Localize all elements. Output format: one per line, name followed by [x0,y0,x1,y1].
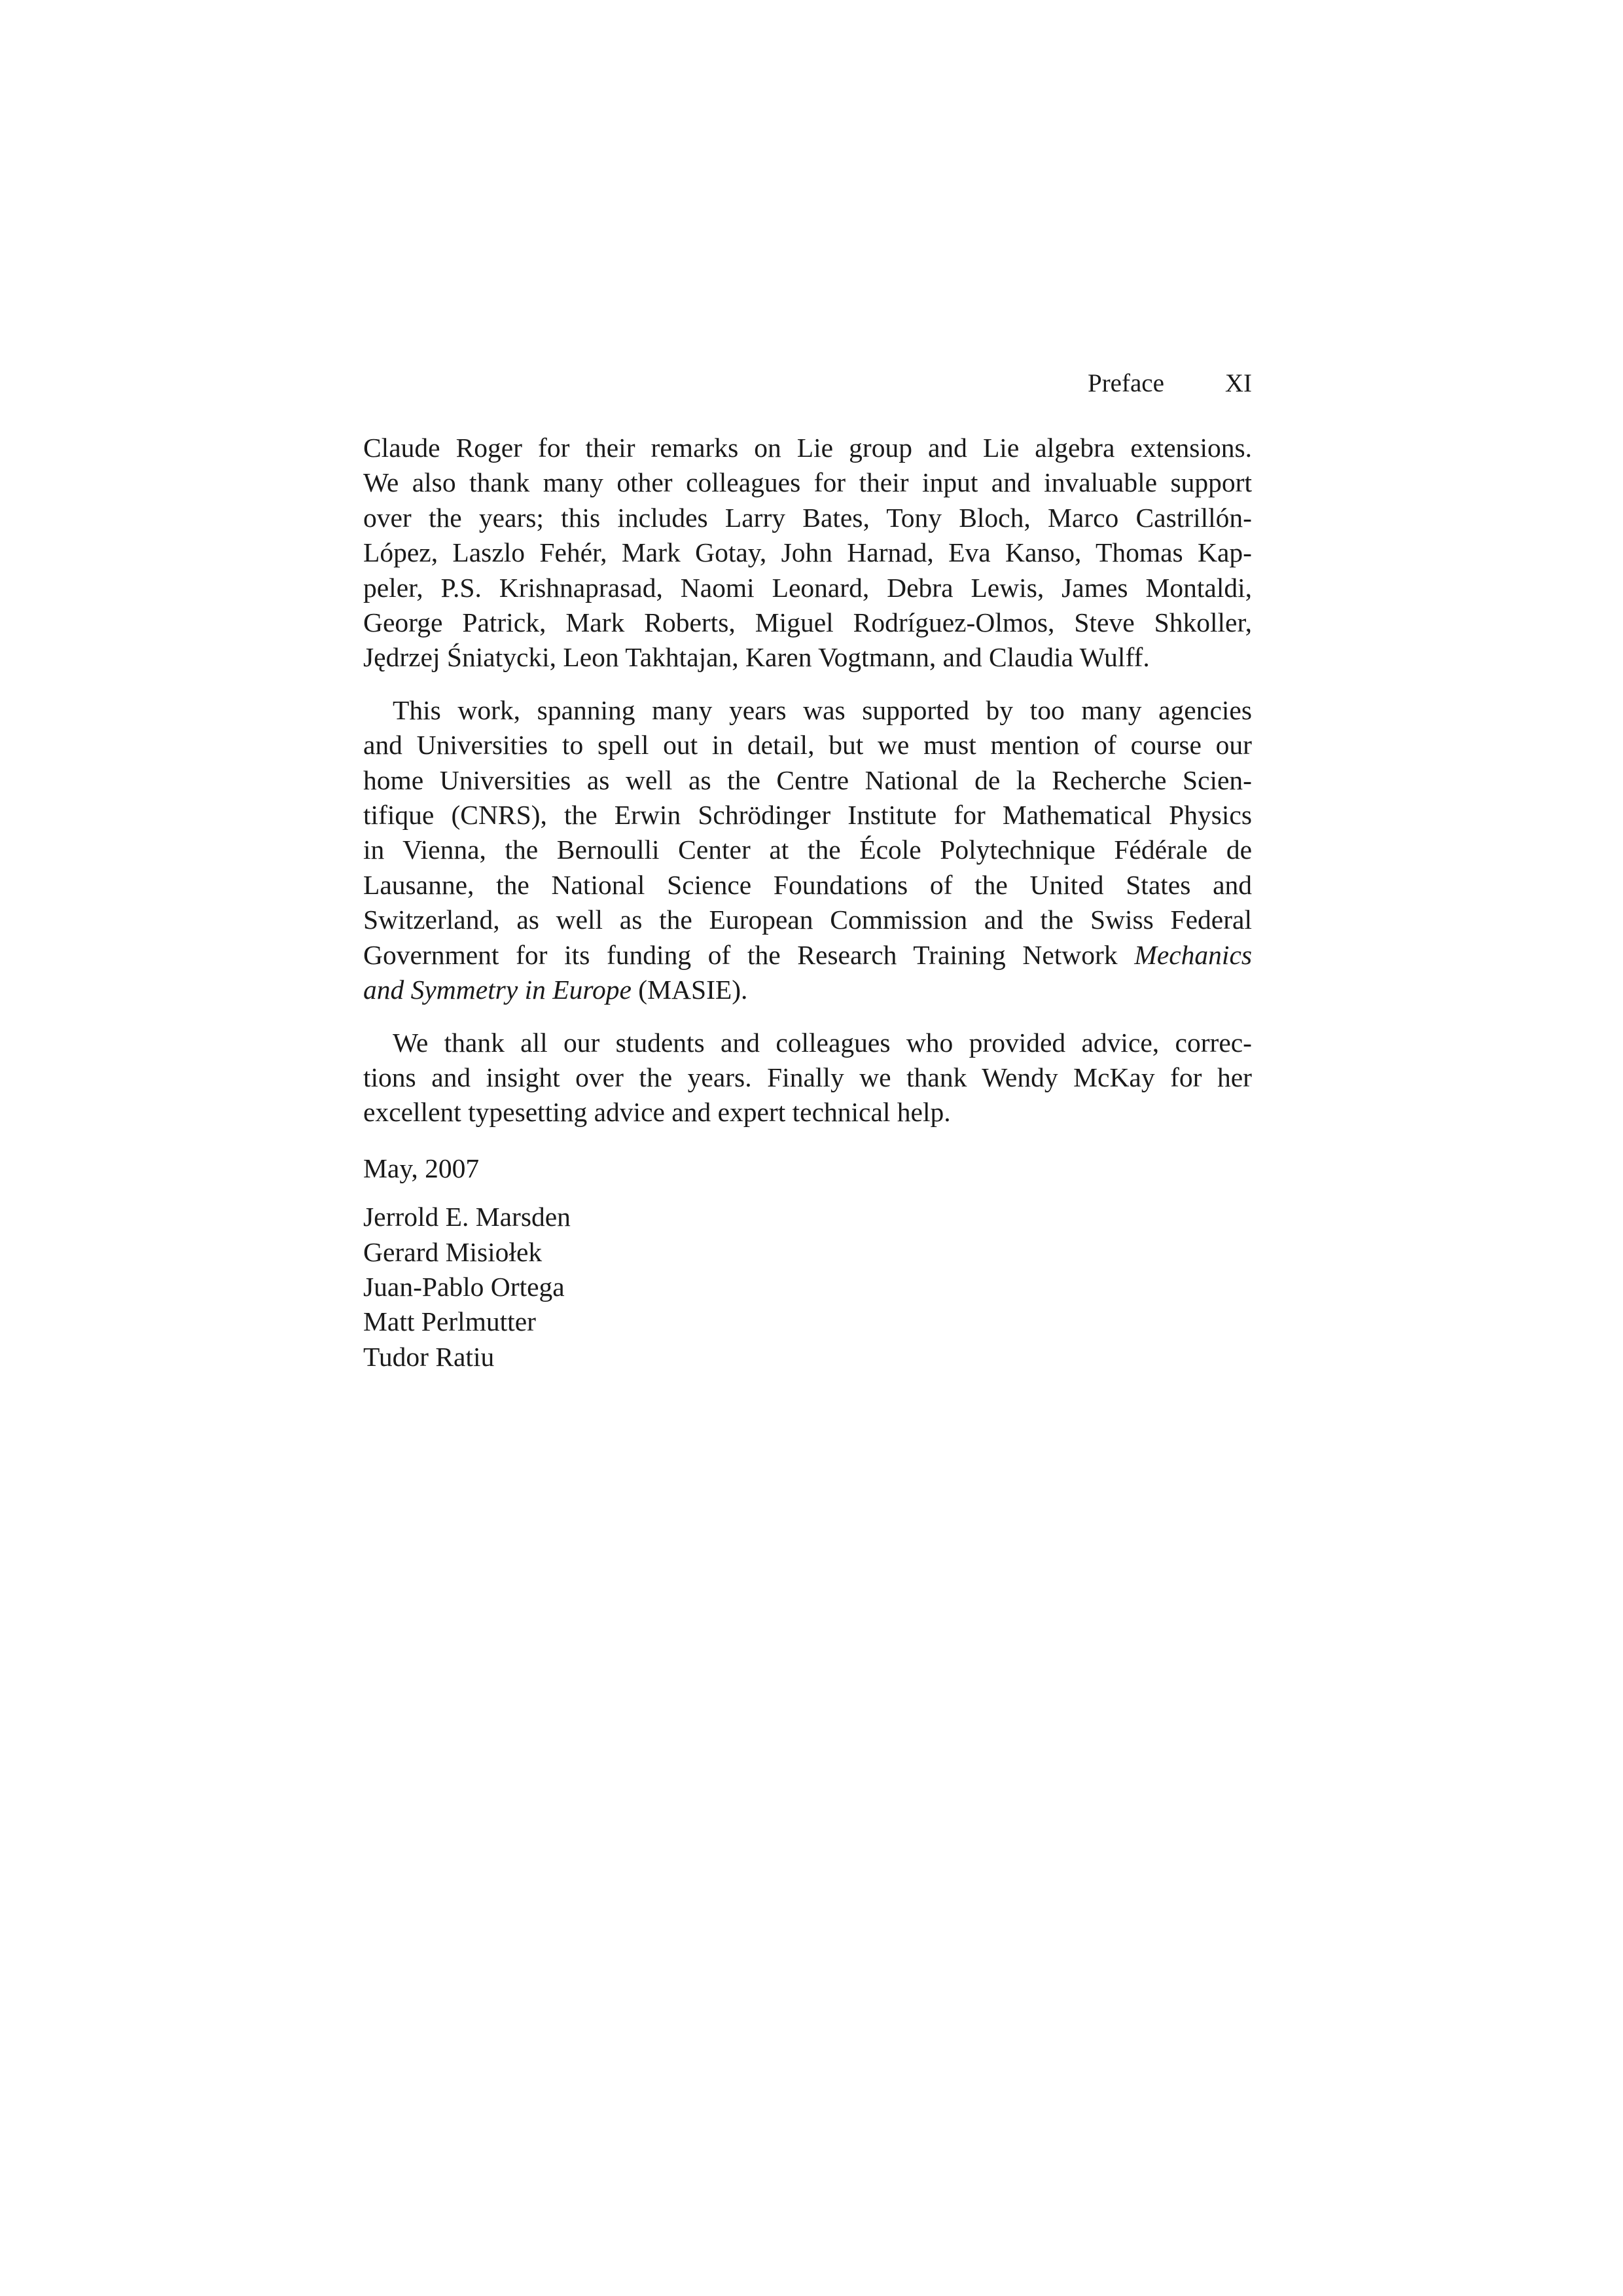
author-name: Tudor Ratiu [363,1341,495,1372]
preface-date [363,1151,1252,1186]
text-line [363,973,1252,1007]
preface-body [363,431,1252,1374]
text-line: peler, P.S. Krishnaprasad, Naomi Leonard, Debra Lewis, James Montaldi, [363,572,1252,603]
running-head [1034,364,1252,403]
paragraph-students-thanks [363,1026,1252,1130]
running-head-title: Preface [1088,369,1164,397]
text-line: tifique (CNRS), the Erwin Schrödinger Institute for Mathematical Physics [363,800,1252,831]
text-fragment: (MASIE). [631,975,748,1005]
text-line: excellent typesetting advice and expert technical help. [363,1097,951,1128]
text-line: We also thank many other colleagues for their input and invaluable support [363,467,1252,498]
text-line: We thank all our students and colleagues who provided advice, correc- [393,1027,1252,1058]
text-line: Claude Roger for their remarks on Lie group and Lie algebra extensions. [363,433,1252,463]
italic-network-name-part-2: and Symmetry in Europe [363,975,632,1005]
author-name: Jerrold E. Marsden [363,1202,571,1232]
text-line: over the years; this includes Larry Bates, Tony Bloch, Marco Castrillón- [363,502,1252,533]
text-line: and Universities to spell out in detail, but we must mention of course our [363,730,1252,761]
date-line: May, 2007 [363,1153,480,1183]
page-number: XI [1224,369,1252,397]
text-line: Jędrzej Śniatycki, Leon Takhtajan, Karen Vogtmann, and Claudia Wulff. [363,642,1150,673]
text-fragment: Government for its funding of the Research Training Network [363,939,1118,970]
author-name: Juan-Pablo Ortega [363,1271,565,1302]
author-name: Gerard Misiołek [363,1236,543,1267]
text-line: in Vienna, the Bernoulli Center at the École Polytechnique Fédérale de [363,834,1252,865]
paragraph-funding [363,693,1252,1008]
text-line: Lausanne, the National Science Foundations of the United States and [363,869,1252,900]
paragraph-acknowledgements-colleagues [363,431,1252,675]
text-line: This work, spanning many years was supported by too many agencies [393,694,1252,725]
text-line: López, Laszlo Fehér, Mark Gotay, John Harnad, Eva Kanso, Thomas Kap- [363,537,1252,568]
author-name: Matt Perlmutter [363,1306,536,1337]
text-line: George Patrick, Mark Roberts, Miguel Rodríguez-Olmos, Steve Shkoller, [363,607,1252,638]
text-line [363,938,1252,973]
author-list [363,1200,1252,1374]
italic-network-name-part-1: Mechanics [1134,939,1252,970]
text-line: tions and insight over the years. Finally we thank Wendy McKay for her [363,1062,1252,1092]
text-line: Switzerland, as well as the European Commission and the Swiss Federal [363,905,1252,935]
text-line: home Universities as well as the Centre National de la Recherche Scien- [363,764,1252,795]
